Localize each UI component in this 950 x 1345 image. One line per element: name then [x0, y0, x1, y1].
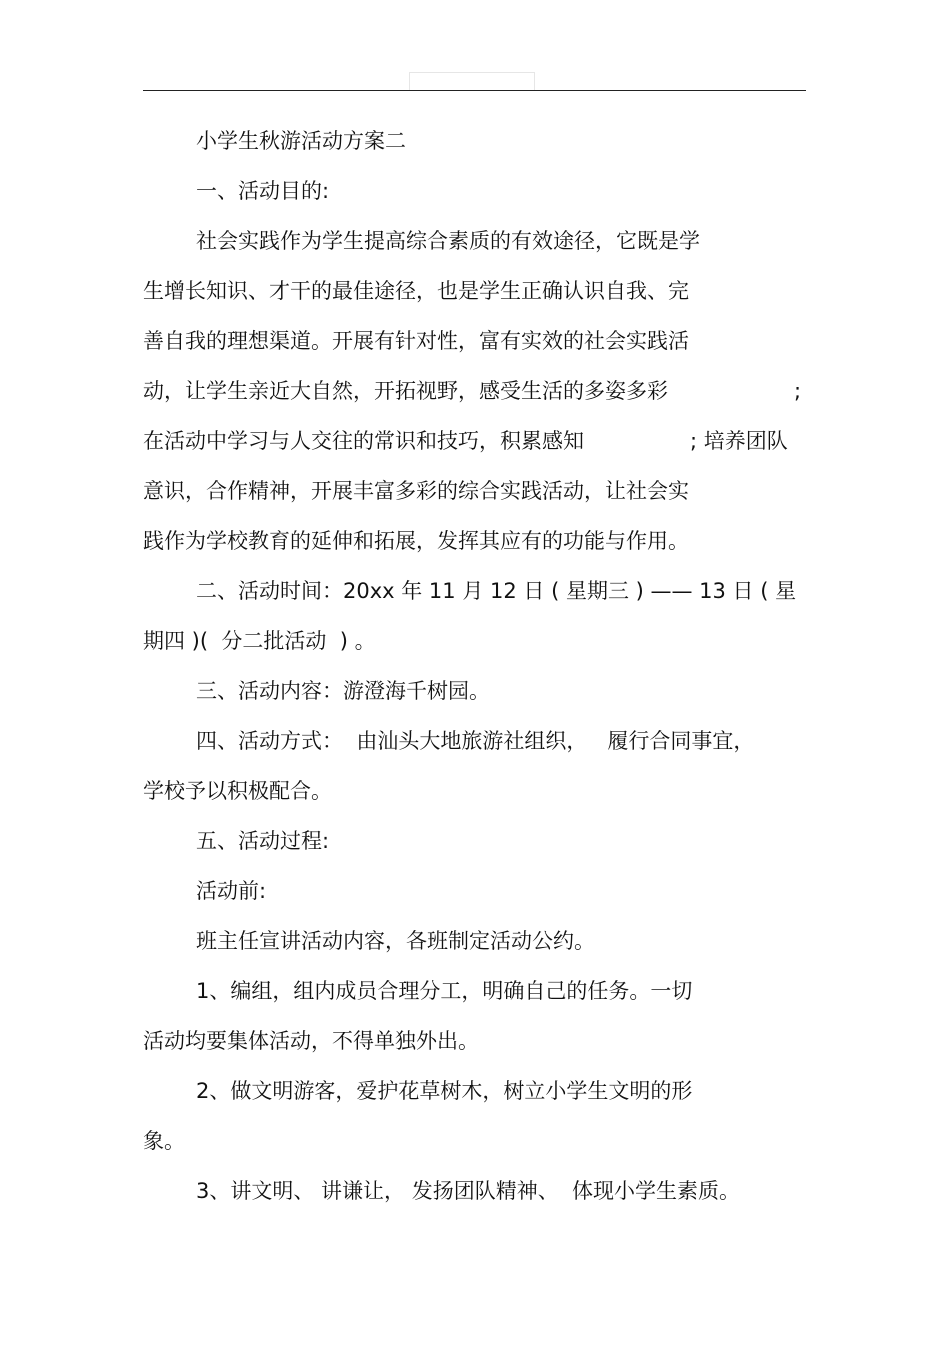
paragraph-line: 班主任宣讲活动内容，各班制定活动公约。	[196, 929, 595, 953]
paragraph-fragment: ;	[794, 379, 802, 403]
page-header-tab	[409, 72, 535, 91]
paragraph-line: 动，让学生亲近大自然，开拓视野，感受生活的多姿多彩	[143, 379, 668, 403]
subheading-before: 活动前:	[196, 879, 267, 903]
section-heading-time: 二、活动时间：20xx 年 11 月 12 日 ( 星期三 ) —— 13 日 ( 星	[196, 579, 797, 603]
document-title: 小学生秋游活动方案二	[196, 129, 406, 153]
list-item-1: 1、编组，组内成员合理分工，明确自己的任务。一切	[196, 979, 693, 1003]
section-heading-purpose: 一、活动目的:	[196, 179, 330, 203]
paragraph-line: 善自我的理想渠道。开展有针对性，富有实效的社会实践活	[143, 329, 689, 353]
paragraph-line: 期四 )( 分二批活动 ) 。	[143, 629, 376, 653]
header-rule	[143, 90, 806, 91]
paragraph-fragment: ; 培养团队	[690, 429, 788, 453]
paragraph-line: 社会实践作为学生提高综合素质的有效途径，它既是学	[196, 229, 700, 253]
paragraph-line: 意识，合作精神，开展丰富多彩的综合实践活动，让社会实	[143, 479, 689, 503]
section-heading-process: 五、活动过程:	[196, 829, 330, 853]
list-item-2-continued: 象。	[143, 1129, 185, 1153]
list-item-1-continued: 活动均要集体活动，不得单独外出。	[143, 1029, 479, 1053]
paragraph-line: 践作为学校教育的延伸和拓展，发挥其应有的功能与作用。	[143, 529, 689, 553]
section-heading-method: 四、活动方式： 由汕头大地旅游社组织， 履行合同事宜，	[196, 729, 755, 753]
paragraph-line: 生增长知识、才干的最佳途径，也是学生正确认识自我、完	[143, 279, 689, 303]
list-item-3: 3、讲文明、 讲谦让， 发扬团队精神、 体现小学生素质。	[196, 1179, 741, 1203]
list-item-2: 2、做文明游客，爱护花草树木，树立小学生文明的形	[196, 1079, 693, 1103]
paragraph-line: 在活动中学习与人交往的常识和技巧，积累感知	[143, 429, 584, 453]
section-heading-content: 三、活动内容：游澄海千树园。	[196, 679, 490, 703]
paragraph-line: 学校予以积极配合。	[143, 779, 332, 803]
